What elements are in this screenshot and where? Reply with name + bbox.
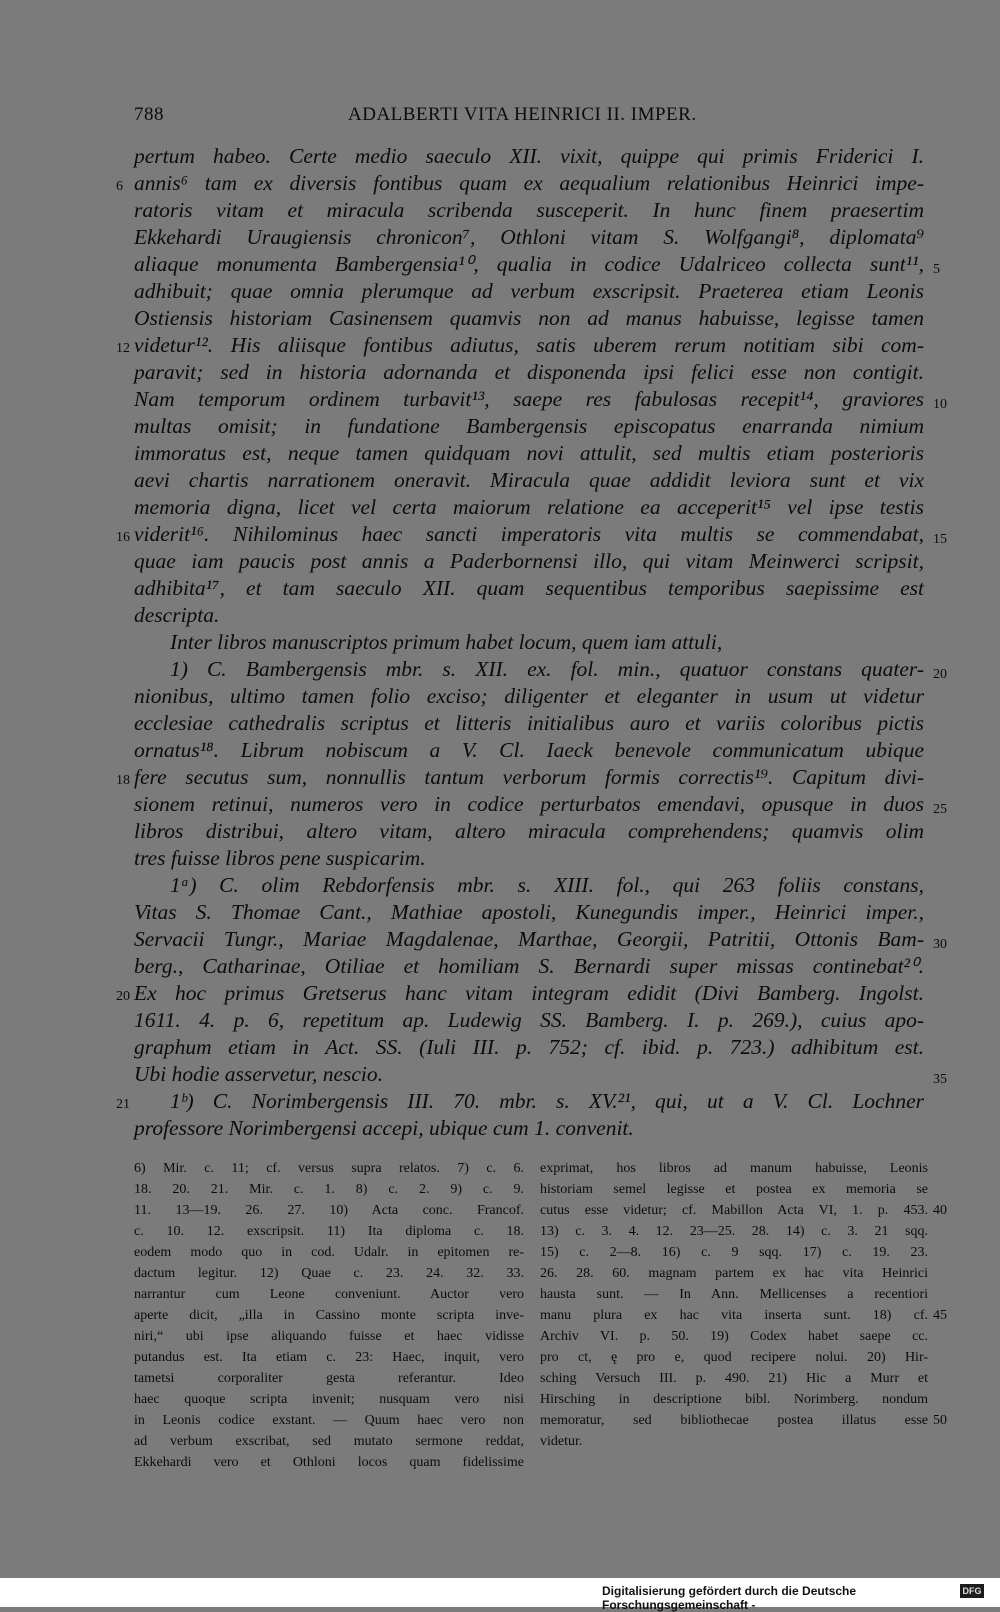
text-line: Vitas S. Thomae Cant., Mathiae apostoli, Kunegundis imper., Heinrici imper., xyxy=(134,900,924,924)
text-line: 1611. 4. p. 6, repetitum ap. Ludewig SS. Bamberg. I. p. 269.), cuius apo- xyxy=(134,1008,924,1032)
margin-number: 45 xyxy=(933,1308,947,1323)
text-line: aevi chartis narrationem oneravit. Miracula quae addidit leviora sunt et vix xyxy=(134,468,924,492)
margin-number: 5 xyxy=(933,262,940,277)
margin-number: 21 xyxy=(116,1097,130,1112)
dfg-logo: DFG xyxy=(960,1584,984,1598)
text-line: quae iam paucis post annis a Paderbornensi illo, qui vitam Meinwerci scripsit, xyxy=(134,549,924,573)
footnote-line: exprimat, hos libros ad manum habuisse, Leonis xyxy=(540,1161,928,1176)
text-line: descripta. xyxy=(134,603,220,627)
footnote-line: 11. 13—19. 26. 27. 10) Acta conc. Francof. xyxy=(134,1203,524,1218)
footnote-line: 26. 28. 60. magnam partem ex hac vita Heinrici xyxy=(540,1266,928,1281)
margin-number: 15 xyxy=(933,532,947,547)
margin-number: 40 xyxy=(933,1203,947,1218)
text-line: sionem retinui, numeros vero in codice perturbatos emendavi, opusque in duos xyxy=(134,792,924,816)
text-line: tres fuisse libros pene suspicarim. xyxy=(134,846,426,870)
margin-number: 20 xyxy=(116,989,130,1004)
text-line: professore Norimbergensi accepi, ubique cum 1. convenit. xyxy=(134,1116,634,1140)
footnote-line: historiam semel legisse et postea ex memoria se xyxy=(540,1182,928,1197)
text-line: Ostiensis historiam Casinensem quamvis non ad manus habuisse, legisse tamen xyxy=(134,306,924,330)
text-line: paravit; sed in historia adornanda et disponenda ipsi felici esse non contigit. xyxy=(134,360,924,384)
text-line: nionibus, ultimo tamen folio exciso; diligenter et eleganter in usum ut videtur xyxy=(134,684,924,708)
footnote-line: 15) c. 2—8. 16) c. 9 sqq. 17) c. 19. 23. xyxy=(540,1245,928,1260)
text-line: graphum etiam in Act. SS. (Iuli III. p. 752; cf. ibid. p. 723.) adhibitum est. xyxy=(134,1035,924,1059)
text-line: fere secutus sum, nonnullis tantum verborum formis correctis¹⁹. Capitum divi- xyxy=(134,765,924,789)
text-line: Nam temporum ordinem turbavit¹³, saepe res fabulosas recepit¹⁴, graviores xyxy=(134,387,924,411)
footnote-line: 13) c. 3. 4. 12. 23—25. 28. 14) c. 3. 21 sqq. xyxy=(540,1224,928,1239)
margin-number: 25 xyxy=(933,802,947,817)
margin-number: 12 xyxy=(116,341,130,356)
text-line: ornatus¹⁸. Librum nobiscum a V. Cl. Iaeck benevole communicatum ubique xyxy=(134,738,924,762)
text-line: Servacii Tungr., Mariae Magdalenae, Marthae, Georgii, Patritii, Ottonis Bam- xyxy=(134,927,924,951)
page-number: 788 xyxy=(134,104,164,125)
text-line: immoratus est, neque tamen quidquam novi attulit, sed multis etiam posterioris xyxy=(134,441,924,465)
text-line: Inter libros manuscriptos primum habet locum, quem iam attuli, xyxy=(170,630,723,654)
text-line: libros distribui, altero vitam, altero miracula comprehendens; quamvis olim xyxy=(134,819,924,843)
margin-number: 20 xyxy=(933,667,947,682)
text-line: 1ᵃ) C. olim Rebdorfensis mbr. s. XIII. fol., qui 263 foliis constans, xyxy=(170,873,924,897)
margin-number: 35 xyxy=(933,1072,947,1087)
text-line: Ekkehardi Uraugiensis chronicon⁷, Othloni vitam S. Wolfgangi⁸, diplomata⁹ xyxy=(134,225,924,249)
footnote-line: ad verbum exscribat, sed mutato sermone reddat, xyxy=(134,1434,524,1449)
footnote-line: in Leonis codice exstant. — Quum haec vero non xyxy=(134,1413,524,1428)
text-line: videtur¹². His aliisque fontibus adiutus, satis uberem rerum notitiam sibi com- xyxy=(134,333,924,357)
footnote-line: cutus esse videtur; cf. Mabillon Acta VI, 1. p. 453. xyxy=(540,1203,928,1218)
footnote-line: hausta sunt. — In Ann. Mellicenses a recentiori xyxy=(540,1287,928,1302)
footnote-line: eodem modo quo in cod. Udalr. in epitomen re- xyxy=(134,1245,524,1260)
text-line: ecclesiae cathedralis scriptus et litteris initialibus auro et variis coloribus pictis xyxy=(134,711,924,735)
text-line: adhibita¹⁷, et tam saeculo XII. quam sequentibus temporibus saepissime est xyxy=(134,576,924,600)
margin-number: 16 xyxy=(116,530,130,545)
margin-number: 50 xyxy=(933,1413,947,1428)
footnote-line: haec quoque scripta invenit; nusquam vero nisi xyxy=(134,1392,524,1407)
footnote-line: pro ct, ę pro e, quod recipere nolui. 20) Hir- xyxy=(540,1350,928,1365)
margin-number: 18 xyxy=(116,773,130,788)
footnote-line: videtur. xyxy=(540,1434,583,1449)
margin-number: 10 xyxy=(933,397,947,412)
footnote-line: sching Versuch III. p. 490. 21) Hic a Murr et xyxy=(540,1371,928,1386)
text-line: memoria digna, licet vel certa maiorum relatione ea acceperit¹⁵ vel ipse testis xyxy=(134,495,924,519)
footnote-line: memoratur, sed bibliothecae postea illatus esse xyxy=(540,1413,928,1428)
footnote-line: narrantur cum Leone conveniunt. Auctor vero xyxy=(134,1287,524,1302)
digitization-credit: Digitalisierung gefördert durch die Deutsche Forschungsgemeinschaft - xyxy=(602,1584,857,1612)
text-line: aliaque monumenta Bambergensia¹⁰, qualia in codice Udalriceo collecta sunt¹¹, xyxy=(134,252,924,276)
text-line: 1ᵇ) C. Norimbergensis III. 70. mbr. s. XV.²¹, qui, ut a V. Cl. Lochner xyxy=(170,1089,924,1113)
footnote-line: Archiv VI. p. 50. 19) Codex habet saepe cc. xyxy=(540,1329,928,1344)
margin-number: 6 xyxy=(116,179,123,194)
text-line: adhibuit; quae omnia plerumque ad verbum exscripsit. Praeterea etiam Leonis xyxy=(134,279,924,303)
text-line: pertum habeo. Certe medio saeculo XII. vixit, quippe qui primis Friderici I. xyxy=(134,144,924,168)
text-line: ratoris vitam et miracula scribenda susceperit. In hunc finem praesertim xyxy=(134,198,924,222)
margin-number: 30 xyxy=(933,937,947,952)
footnote-line: c. 10. 12. exscripsit. 11) Ita diploma c. 18. xyxy=(134,1224,524,1239)
text-line: multas omisit; in fundatione Bambergensis episcopatus enarranda nimium xyxy=(134,414,924,438)
running-title: ADALBERTI VITA HEINRICI II. IMPER. xyxy=(348,104,697,125)
footnote-line: niri,“ ubi ipse aliquando fuisse et haec vidisse xyxy=(134,1329,524,1344)
footnote-line: aperte dicit, „illa in Cassino monte scripta inve- xyxy=(134,1308,524,1323)
footnote-line: manu plura ex hac vita inserta sunt. 18) cf. xyxy=(540,1308,928,1323)
footnote-line: Hirsching in descriptione bibl. Norimberg. nondum xyxy=(540,1392,928,1407)
text-line: annis⁶ tam ex diversis fontibus quam ex aequalium relationibus Heinrici impe- xyxy=(134,171,924,195)
text-line: viderit¹⁶. Nihilominus haec sancti imperatoris vita multis se commendabat, xyxy=(134,522,924,546)
text-line: Ex hoc primus Gretserus hanc vitam integram edidit (Divi Bamberg. Ingolst. xyxy=(134,981,924,1005)
footnote-line: putandus est. Ita etiam c. 23: Haec, inquit, vero xyxy=(134,1350,524,1365)
text-line: 1) C. Bambergensis mbr. s. XII. ex. fol. min., quatuor constans quater- xyxy=(170,657,924,681)
footnote-line: 6) Mir. c. 11; cf. versus supra relatos. 7) c. 6. xyxy=(134,1161,524,1176)
text-line: Ubi hodie asservetur, nescio. xyxy=(134,1062,384,1086)
footnote-line: 18. 20. 21. Mir. c. 1. 8) c. 2. 9) c. 9. xyxy=(134,1182,524,1197)
footnote-line: dactum legitur. 12) Quae c. 23. 24. 32. 33. xyxy=(134,1266,524,1281)
footnote-line: Ekkehardi vero et Othloni locos quam fidelissime xyxy=(134,1455,524,1470)
footnote-line: tametsi corporaliter gesta referantur. Ideo xyxy=(134,1371,524,1386)
text-line: berg., Catharinae, Otiliae et homiliam S. Bernardi super missas continebat²⁰. xyxy=(134,954,924,978)
